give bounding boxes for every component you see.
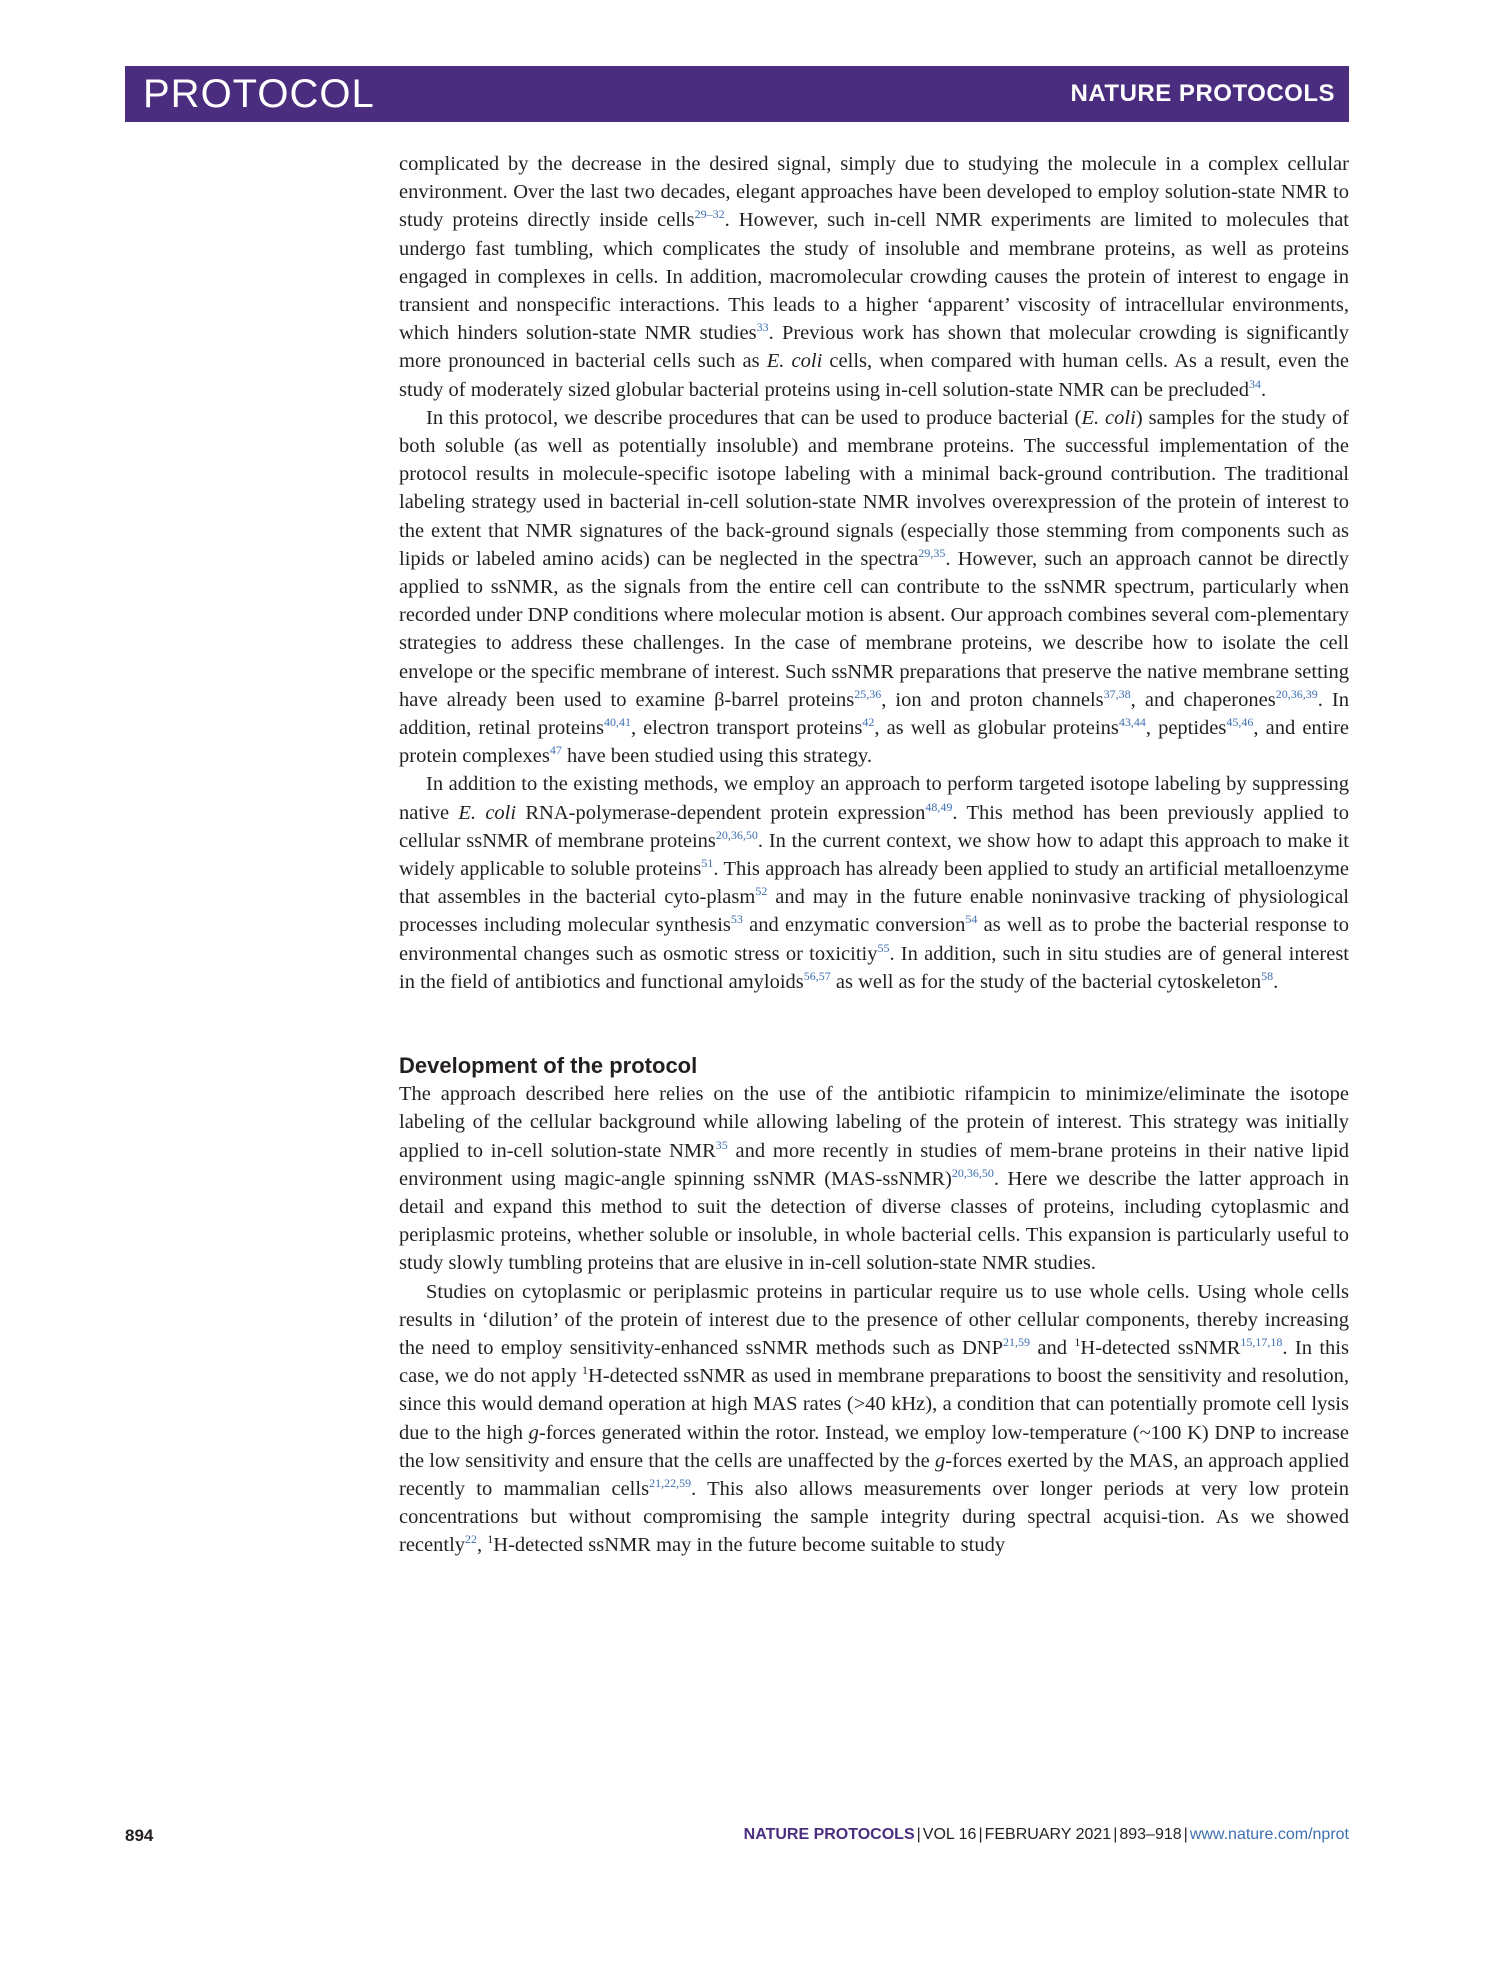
text-run: and enzymatic conversion [742,914,966,937]
italic-run: g [935,1449,946,1472]
reference-link[interactable]: 47 [549,743,562,758]
text-run: , peptides [1145,717,1227,740]
text-run: H-detected ssNMR may in the future become suitable to study [493,1534,1006,1557]
text-run: complicated by the decrease in the desired signal, simply due to studying the molecule in a complex cellular environment. Over the last two decades, elegant approaches have been developed to employ solution-state NMR to study proteins directly inside cells [399,153,1349,232]
text-run: H-detected ssNMR [1080,1336,1241,1359]
footer-pages: 893–918 [1119,1826,1182,1843]
text-run: Studies on cytoplasmic or periplasmic proteins in particular require us to use whole cells. Using whole cells results in ‘dilution’ of the protein of interest due to the presence of other cellular components, thereby increasing the need to employ sensitivity-enhanced ssNMR methods such as DNP [399,1280,1349,1359]
footer-url-link[interactable]: www.nature.com/nprot [1189,1826,1349,1843]
italic-run: E. coli [766,350,823,373]
italic-run: E. coli [1081,406,1136,429]
text-run: , [477,1534,488,1557]
italic-run: E. coli [458,801,517,824]
reference-link[interactable]: 22 [465,1532,478,1547]
paragraph [399,150,1349,404]
text-run: . However, such in-cell NMR experiments are limited to molecules that undergo fast tumbling, which complicates the study of insoluble and membrane proteins, as well as proteins engaged in complexes in cells. In addition, macromolecular crowding causes the protein of interest to engage in transient and nonspecific interactions. This leads to a higher ‘apparent’ viscosity of intracellular environments, which hinders solution-state NMR studies [399,209,1349,345]
isotope-superscript: 1 [487,1532,494,1547]
reference-link[interactable]: 35 [715,1137,728,1152]
reference-link[interactable]: 37,38 [1103,687,1131,702]
text-run: , ion and proton channels [881,688,1104,711]
text-run: , as well as globular proteins [874,717,1119,740]
text-run: H-detected ssNMR as used in membrane preparations to boost the sensitivity and resolution, since this would demand operation at high MAS rates (>40 kHz), a condition that can potentially promote cell lysis due to the high [399,1365,1350,1444]
text-run: . In addition, retinal proteins [399,688,1349,740]
article-body [399,150,1349,1560]
reference-link[interactable]: 15,17,18 [1240,1335,1283,1350]
reference-link[interactable]: 29–32 [694,207,725,222]
text-run: In addition to the existing methods, we employ an approach to perform targeted isotope labeling by suppressing native [399,773,1349,824]
header-bar [125,66,1349,122]
footer-separator: | [916,1826,921,1843]
page-number: 894 [125,1826,154,1845]
reference-link[interactable]: 42 [862,715,875,730]
reference-link[interactable]: 20,36,50 [951,1165,994,1180]
text-run: . This also allows measurements over longer periods at very low protein concentrations but without compromising the sample integrity during spectral acquisi-tion. As we showed recently [399,1477,1349,1557]
reference-link[interactable]: 34 [1248,376,1261,391]
reference-link[interactable]: 54 [965,912,978,927]
text-run: , and entire protein complexes [399,717,1350,768]
reference-link[interactable]: 40,41 [603,715,631,730]
footer-citation [744,1826,1349,1844]
text-run: The approach described here relies on the use of the antibiotic rifampicin to minimize/eliminate the isotope labeling of the cellular background while allowing labeling of the protein of interest. This strategy was initially applied to in-cell solution-state NMR [399,1083,1349,1162]
section-heading: Development of the protocol [399,1053,698,1079]
text-run: . Here we describe the latter approach in detail and expand this method to suit the detection of diverse classes of proteins, including cytoplasmic and periplasmic proteins, whether soluble or insoluble, in whole bacterial cells. This expansion is particularly useful to study slowly tumbling proteins that are elusive in in-cell solution-state NMR studies. [399,1167,1349,1275]
isotope-superscript: 1 [1074,1335,1081,1350]
text-run: . Previous work has shown that molecular crowding is significantly more pronounced in bacterial cells such as [399,322,1349,373]
text-run: , and chaperones [1130,688,1276,711]
italic-run: g [528,1421,539,1444]
text-run: . In this case, we do not apply [399,1336,1349,1388]
text-run: -forces exerted by the MAS, an approach applied recently to mammalian cells [399,1449,1350,1500]
reference-link[interactable]: 21,59 [1003,1335,1030,1350]
text-run: and more recently in studies of mem-brane proteins in their native lipid environment using magic-angle spinning ssNMR (MAS-ssNMR) [399,1139,1350,1190]
text-run: . [1260,378,1267,401]
footer-separator: | [1113,1826,1118,1843]
text-run: RNA-polymerase-dependent protein expression [516,801,926,824]
footer-volume: VOL 16 [922,1826,977,1843]
footer-separator: | [978,1826,983,1843]
text-run: cells, when compared with human cells. As a result, even the study of moderately sized globular bacterial proteins using in-cell solution-state NMR can be precluded [399,350,1349,401]
reference-link[interactable]: 29,35 [918,546,946,561]
text-run: . This approach has already been applied to study an artificial metalloenzyme that assembles in the bacterial cyto-plasm [399,858,1349,909]
text-run: as well as for the study of the bacterial cytoskeleton [830,970,1262,993]
text-run: . In addition, such in situ studies are of general interest in the field of antibiotics and functional amyloids [399,942,1349,993]
reference-link[interactable]: 58 [1261,969,1274,984]
footer-date: FEBRUARY 2021 [984,1826,1112,1843]
paragraph [399,1278,1349,1560]
isotope-superscript: 1 [582,1363,589,1378]
reference-link[interactable]: 48,49 [925,799,953,814]
reference-link[interactable]: 25,36 [854,687,882,702]
reference-link[interactable]: 20,36,39 [1275,687,1318,702]
reference-link[interactable]: 56,57 [803,969,831,984]
reference-link[interactable]: 53 [730,912,743,927]
reference-link[interactable]: 52 [755,884,768,899]
text-run: . [1273,970,1279,993]
text-run: . In the current context, we show how to adapt this approach to make it widely applicable to soluble proteins [399,829,1349,881]
footer-journal: NATURE PROTOCOLS [743,1826,915,1843]
paragraph [399,1080,1349,1277]
text-run: , electron transport proteins [630,717,863,740]
reference-link[interactable]: 33 [756,320,769,335]
footer-separator: | [1183,1826,1188,1843]
reference-link[interactable]: 43,44 [1118,715,1146,730]
text-run: -forces generated within the rotor. Instead, we employ low-temperature (~100 K) DNP to increase the low sensitivity and ensure that the cells are unaffected by the [399,1421,1349,1472]
paragraph [399,770,1349,996]
reference-link[interactable]: 21,22,59 [649,1476,692,1491]
text-run: have been studied using this strategy. [561,745,872,768]
reference-link[interactable]: 55 [877,940,890,955]
text-run: In this protocol, we describe procedures that can be used to produce bacterial ( [426,406,1082,429]
reference-link[interactable]: 51 [701,856,714,871]
reference-link[interactable]: 20,36,50 [715,828,758,843]
reference-link[interactable]: 45,46 [1226,715,1254,730]
text-run: . However, such an approach cannot be directly applied to ssNMR, as the signals from the entire cell can contribute to the ssNMR spectrum, particularly when recorded under DNP conditions where molecular motion is absent. Our approach combines several com-plementary strategies to address these challenges. In the case of membrane proteins, we describe how to isolate the cell envelope or the specific membrane of interest. Such ssNMR preparations that preserve the native membrane setting have already been used to examine β-barrel proteins [399,547,1350,711]
paragraph [399,404,1349,771]
section-label: PROTOCOL [143,72,375,116]
text-run: and may in the future enable noninvasive tracking of physiological processes including molecular synthesis [399,886,1350,937]
text-run: . This method has been previously applied to cellular ssNMR of membrane proteins [399,801,1350,852]
journal-name: NATURE PROTOCOLS [1070,80,1335,107]
text-run: as well as to probe the bacterial response to environmental changes such as osmotic stress or toxicitiy [399,914,1349,965]
text-run: and [1030,1336,1075,1359]
text-run: ) samples for the study of both soluble (as well as potentially insoluble) and membrane proteins. The successful implementation of the protocol results in molecule-specific isotope labeling with a minimal back-ground contribution. The traditional labeling strategy used in bacterial in-cell solution-state NMR involves overexpression of the protein of interest to the extent that NMR signatures of the back-ground signals (especially those stemming from components such as lipids or labeled amino acids) can be neglected in the spectra [399,406,1350,570]
